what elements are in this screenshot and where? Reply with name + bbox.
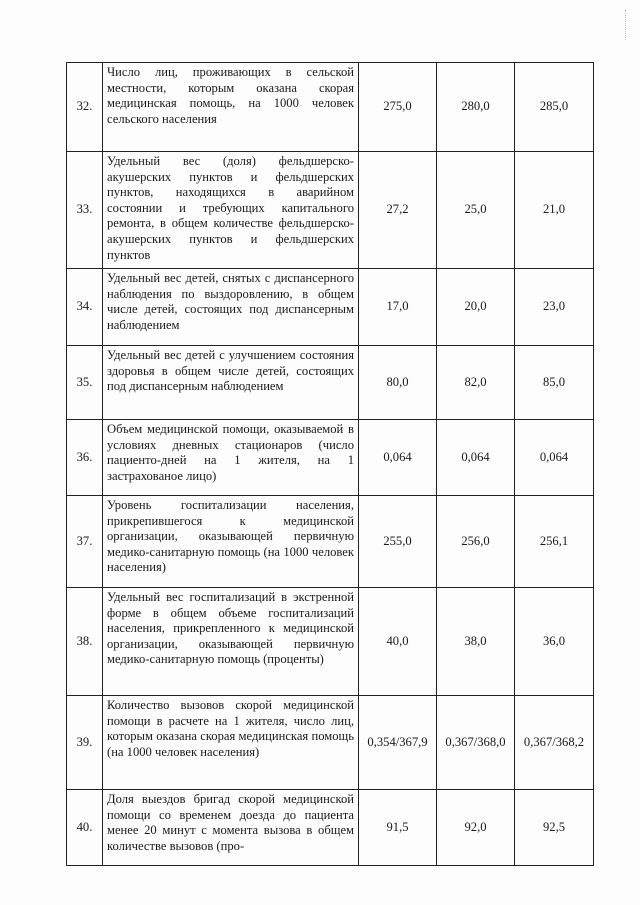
- row-number: 34.: [67, 269, 103, 346]
- value-col-1: 80,0: [359, 346, 437, 420]
- value-col-2: 38,0: [437, 588, 515, 696]
- value-col-3: 85,0: [515, 346, 594, 420]
- value-col-2: 82,0: [437, 346, 515, 420]
- value-col-3: 256,1: [515, 496, 594, 588]
- value-col-1: 27,2: [359, 152, 437, 269]
- value-col-2: 0,367/368,0: [437, 696, 515, 790]
- scan-artifact: [625, 10, 628, 40]
- table-row: [67, 496, 594, 588]
- value-col-3: 92,5: [515, 790, 594, 866]
- row-description: Удельный вес госпитализаций в экстренной форме в общем объеме госпитализаций населения, прикрепленного к медицинской организации, оказывающей первичную медико-санитарную помощь (проценты): [103, 588, 359, 696]
- row-number: 40.: [67, 790, 103, 866]
- row-description: Удельный вес (доля) фельдшерско-акушерских пунктов и фельдшерских пунктов, находящихся в аварийном состоянии и требующих капитального ремонта, в общем количестве фельдшерско-акушерских пунктов и фельдшерских пунктов: [103, 152, 359, 269]
- row-number: 36.: [67, 420, 103, 496]
- row-number: 32.: [67, 63, 103, 152]
- value-col-1: 0,064: [359, 420, 437, 496]
- value-col-3: 0,064: [515, 420, 594, 496]
- row-description: Объем медицинской помощи, оказываемой в условиях дневных стационаров (число пациенто-дней на 1 жителя, на 1 застрахованое лицо): [103, 420, 359, 496]
- row-number: 37.: [67, 496, 103, 588]
- value-col-2: 256,0: [437, 496, 515, 588]
- row-description: Удельный вес детей, снятых с диспансерного наблюдения по выздоровлению, в общем числе детей, состоящих под диспансерным наблюдением: [103, 269, 359, 346]
- row-description: Уровень госпитализации населения, прикрепившегося к медицинской организации, оказывающей первичную медико-санитарную помощь (на 1000 человек населения): [103, 496, 359, 588]
- table-row: [67, 63, 594, 152]
- value-col-2: 280,0: [437, 63, 515, 152]
- value-col-1: 91,5: [359, 790, 437, 866]
- row-number: 33.: [67, 152, 103, 269]
- value-col-2: 92,0: [437, 790, 515, 866]
- value-col-3: 36,0: [515, 588, 594, 696]
- table-row: [67, 420, 594, 496]
- table-row: [67, 588, 594, 696]
- value-col-1: 275,0: [359, 63, 437, 152]
- value-col-3: 21,0: [515, 152, 594, 269]
- value-col-2: 20,0: [437, 269, 515, 346]
- row-number: 35.: [67, 346, 103, 420]
- value-col-1: 40,0: [359, 588, 437, 696]
- table-row: [67, 696, 594, 790]
- value-col-1: 255,0: [359, 496, 437, 588]
- value-col-1: 0,354/367,9: [359, 696, 437, 790]
- value-col-1: 17,0: [359, 269, 437, 346]
- value-col-3: 285,0: [515, 63, 594, 152]
- value-col-3: 23,0: [515, 269, 594, 346]
- indicators-table: [66, 62, 594, 866]
- row-number: 38.: [67, 588, 103, 696]
- table-row: [67, 346, 594, 420]
- value-col-3: 0,367/368,2: [515, 696, 594, 790]
- row-description: Число лиц, проживающих в сельской местности, которым оказана скорая медицинская помощь, на 1000 человек сельского населения: [103, 63, 359, 152]
- table-row: [67, 152, 594, 269]
- table-row: [67, 269, 594, 346]
- table-row: [67, 790, 594, 866]
- row-description: Доля выездов бригад скорой медицинской помощи со временем доезда до пациента менее 20 минут с момента вызова в общем количестве вызовов (про-: [103, 790, 359, 866]
- row-description: Удельный вес детей с улучшением состояния здоровья в общем числе детей, состоящих под диспансерным наблюдением: [103, 346, 359, 420]
- value-col-2: 25,0: [437, 152, 515, 269]
- row-number: 39.: [67, 696, 103, 790]
- value-col-2: 0,064: [437, 420, 515, 496]
- row-description: Количество вызовов скорой медицинской помощи в расчете на 1 жителя, число лиц, которым оказана скорая медицинская помощь (на 1000 человек населения): [103, 696, 359, 790]
